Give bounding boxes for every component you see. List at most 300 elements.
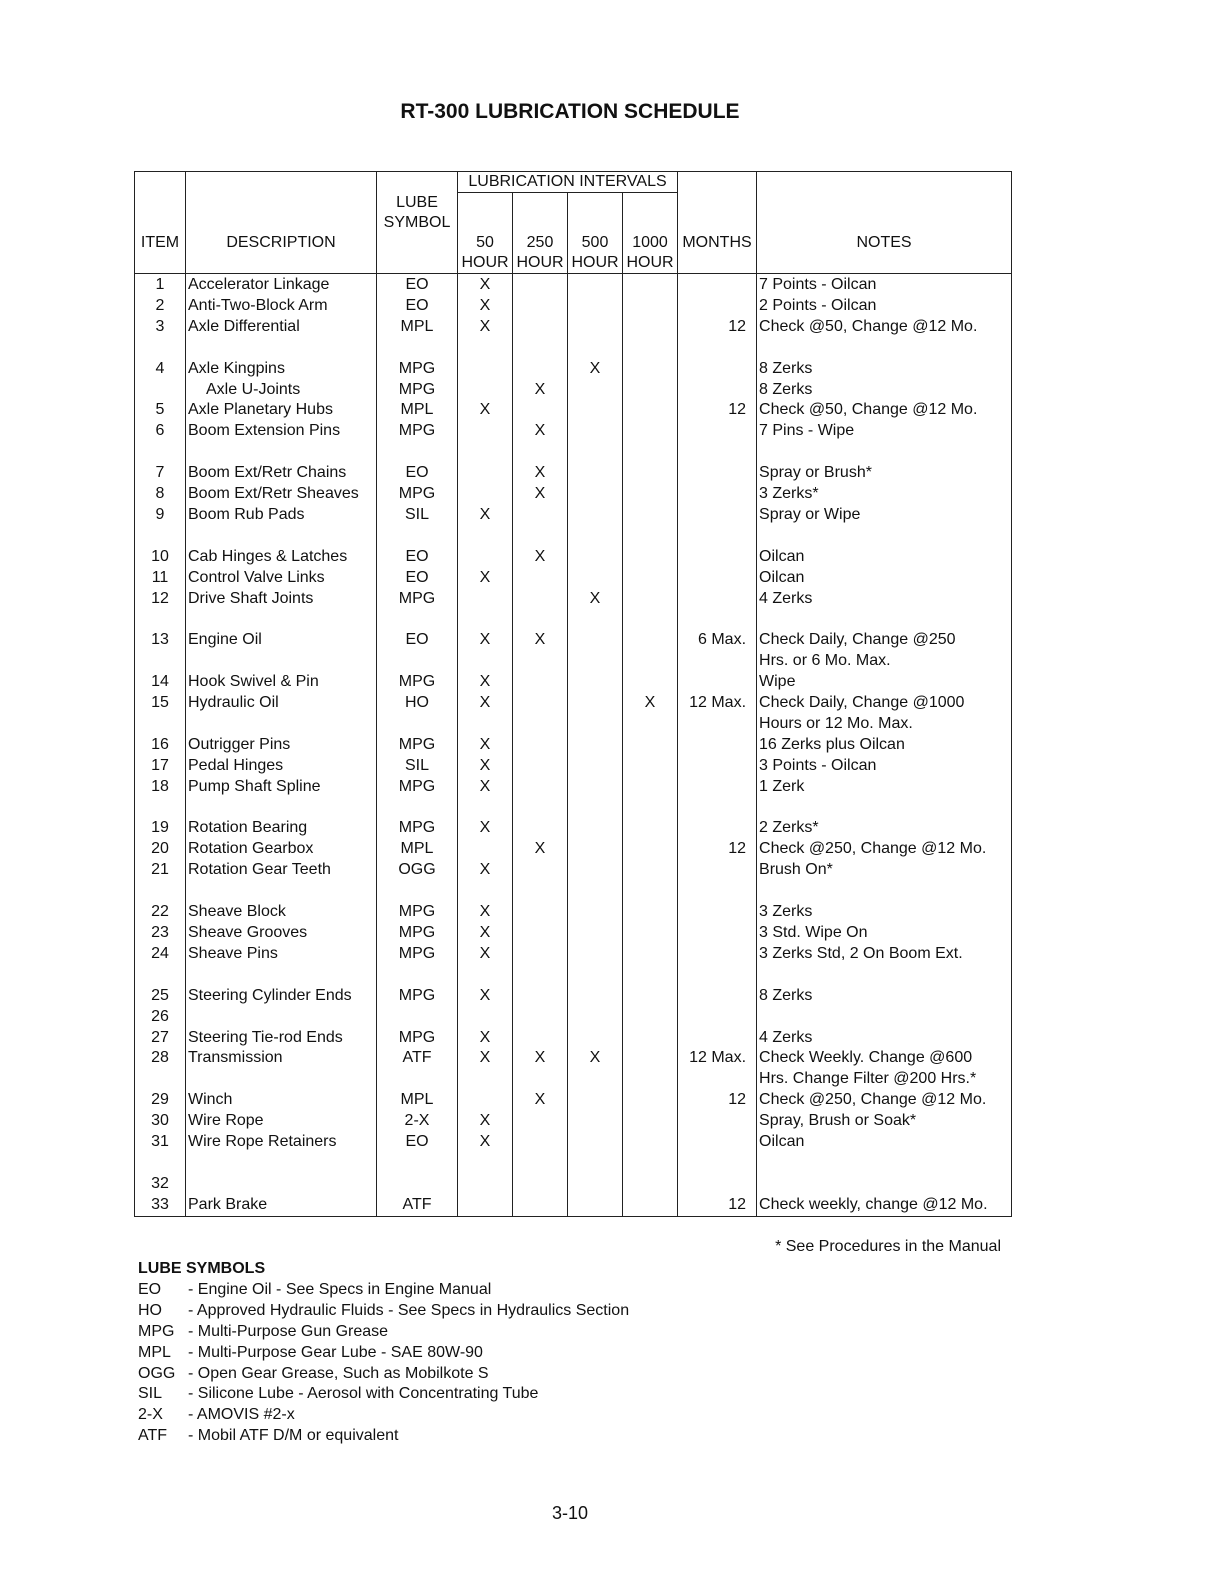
table-row <box>135 714 1012 735</box>
row-1000-hour-mark <box>623 1048 678 1069</box>
row-item-number: 4 <box>135 359 186 380</box>
row-250-hour-mark <box>513 860 568 881</box>
row-item-number <box>135 1153 186 1174</box>
row-50-hour-mark: X <box>458 818 513 839</box>
row-months <box>678 442 757 463</box>
table-row <box>135 818 1012 839</box>
row-item-number <box>135 651 186 672</box>
row-1000-hour-mark <box>623 902 678 923</box>
row-description: Boom Ext/Retr Sheaves <box>186 484 377 505</box>
row-months <box>678 421 757 442</box>
row-1000-hour-mark <box>623 986 678 1007</box>
legend-item <box>138 1343 629 1364</box>
row-50-hour-mark <box>458 798 513 819</box>
row-months <box>678 463 757 484</box>
row-description: Sheave Block <box>186 902 377 923</box>
row-500-hour-mark <box>568 1090 623 1111</box>
row-notes: Check @50, Change @12 Mo. <box>757 317 1012 338</box>
table-row <box>135 672 1012 693</box>
row-months <box>678 1174 757 1195</box>
row-500-hour-mark <box>568 338 623 359</box>
table-row <box>135 359 1012 380</box>
row-notes: Spray or Wipe <box>757 505 1012 526</box>
row-description: Axle Planetary Hubs <box>186 400 377 421</box>
row-item-number: 33 <box>135 1195 186 1216</box>
table-row <box>135 630 1012 651</box>
row-notes: Spray, Brush or Soak* <box>757 1111 1012 1132</box>
row-1000-hour-mark <box>623 1132 678 1153</box>
row-notes: 3 Zerks Std, 2 On Boom Ext. <box>757 944 1012 965</box>
row-50-hour-mark: X <box>458 693 513 714</box>
row-notes: 4 Zerks <box>757 589 1012 610</box>
table-row <box>135 1195 1012 1216</box>
row-item-number <box>135 442 186 463</box>
row-description: Transmission <box>186 1048 377 1069</box>
row-lube-symbol <box>377 609 458 630</box>
row-description: Engine Oil <box>186 630 377 651</box>
legend-symbol: MPG <box>138 1322 175 1340</box>
row-250-hour-mark <box>513 609 568 630</box>
row-500-hour-mark <box>568 296 623 317</box>
row-item-number <box>135 714 186 735</box>
row-description: Wire Rope <box>186 1111 377 1132</box>
row-lube-symbol <box>377 442 458 463</box>
row-description: Sheave Pins <box>186 944 377 965</box>
row-months: 12 Max. <box>678 1048 757 1069</box>
row-500-hour-mark <box>568 484 623 505</box>
row-item-number: 32 <box>135 1174 186 1195</box>
row-250-hour-mark <box>513 777 568 798</box>
row-description: Accelerator Linkage <box>186 274 377 296</box>
legend-item <box>138 1384 629 1405</box>
row-notes <box>757 798 1012 819</box>
row-notes: Check @50, Change @12 Mo. <box>757 400 1012 421</box>
row-1000-hour-mark <box>623 338 678 359</box>
row-lube-symbol <box>377 881 458 902</box>
table-row <box>135 693 1012 714</box>
row-250-hour-mark: X <box>513 1048 568 1069</box>
table-row <box>135 881 1012 902</box>
row-1000-hour-mark: X <box>623 693 678 714</box>
row-250-hour-mark: X <box>513 463 568 484</box>
row-item-number: 18 <box>135 777 186 798</box>
table-row <box>135 839 1012 860</box>
row-description: Boom Rub Pads <box>186 505 377 526</box>
row-months <box>678 296 757 317</box>
row-500-hour-mark <box>568 860 623 881</box>
row-50-hour-mark <box>458 1090 513 1111</box>
row-1000-hour-mark <box>623 568 678 589</box>
legend-item <box>138 1405 629 1426</box>
row-notes: Spray or Brush* <box>757 463 1012 484</box>
row-item-number <box>135 609 186 630</box>
row-lube-symbol: EO <box>377 296 458 317</box>
table-row <box>135 296 1012 317</box>
legend-item <box>138 1426 629 1447</box>
row-months: 12 <box>678 1090 757 1111</box>
row-1000-hour-mark <box>623 777 678 798</box>
row-50-hour-mark <box>458 714 513 735</box>
row-description: Steering Cylinder Ends <box>186 986 377 1007</box>
row-50-hour-mark: X <box>458 986 513 1007</box>
row-250-hour-mark <box>513 1007 568 1028</box>
row-1000-hour-mark <box>623 317 678 338</box>
row-description: Hydraulic Oil <box>186 693 377 714</box>
row-500-hour-mark <box>568 986 623 1007</box>
row-lube-symbol: HO <box>377 693 458 714</box>
row-250-hour-mark <box>513 359 568 380</box>
row-lube-symbol: EO <box>377 568 458 589</box>
row-500-hour-mark <box>568 672 623 693</box>
row-50-hour-mark: X <box>458 274 513 296</box>
row-250-hour-mark <box>513 923 568 944</box>
row-notes <box>757 1153 1012 1174</box>
row-description: Rotation Gearbox <box>186 839 377 860</box>
legend-description: - Multi-Purpose Gear Lube - SAE 80W-90 <box>188 1343 483 1361</box>
row-months <box>678 986 757 1007</box>
row-notes: 2 Zerks* <box>757 818 1012 839</box>
table-row <box>135 1111 1012 1132</box>
table-row <box>135 400 1012 421</box>
row-description <box>186 714 377 735</box>
row-notes: Check weekly, change @12 Mo. <box>757 1195 1012 1216</box>
row-notes <box>757 338 1012 359</box>
table-row <box>135 380 1012 401</box>
row-500-hour-mark: X <box>568 1048 623 1069</box>
row-months: 12 <box>678 1195 757 1216</box>
legend-item <box>138 1280 629 1301</box>
row-notes: Hrs. or 6 Mo. Max. <box>757 651 1012 672</box>
row-description: Rotation Gear Teeth <box>186 860 377 881</box>
row-1000-hour-mark <box>623 965 678 986</box>
row-months <box>678 923 757 944</box>
hour-number: 500 <box>581 234 609 251</box>
row-notes: Check @250, Change @12 Mo. <box>757 1090 1012 1111</box>
row-1000-hour-mark <box>623 818 678 839</box>
row-item-number: 22 <box>135 902 186 923</box>
row-500-hour-mark <box>568 965 623 986</box>
row-500-hour-mark <box>568 1069 623 1090</box>
row-1000-hour-mark <box>623 1174 678 1195</box>
row-item-number: 12 <box>135 589 186 610</box>
row-description: Cab Hinges & Latches <box>186 547 377 568</box>
row-250-hour-mark <box>513 881 568 902</box>
table-row <box>135 735 1012 756</box>
row-description: Axle Kingpins <box>186 359 377 380</box>
row-500-hour-mark <box>568 1028 623 1049</box>
row-1000-hour-mark <box>623 1090 678 1111</box>
row-item-number: 10 <box>135 547 186 568</box>
row-months: 12 Max. <box>678 693 757 714</box>
row-1000-hour-mark <box>623 839 678 860</box>
table-row <box>135 944 1012 965</box>
row-months <box>678 965 757 986</box>
row-lube-symbol: EO <box>377 1132 458 1153</box>
row-50-hour-mark: X <box>458 944 513 965</box>
row-item-number: 14 <box>135 672 186 693</box>
row-250-hour-mark <box>513 1111 568 1132</box>
row-1000-hour-mark <box>623 442 678 463</box>
row-500-hour-mark <box>568 317 623 338</box>
row-months: 12 <box>678 400 757 421</box>
row-250-hour-mark <box>513 505 568 526</box>
row-1000-hour-mark <box>623 484 678 505</box>
row-250-hour-mark <box>513 589 568 610</box>
lube-symbol-line2: SYMBOL <box>383 213 451 231</box>
table-row <box>135 442 1012 463</box>
row-notes: Brush On* <box>757 860 1012 881</box>
row-1000-hour-mark <box>623 547 678 568</box>
row-1000-hour-mark <box>623 589 678 610</box>
row-description <box>186 1153 377 1174</box>
row-1000-hour-mark <box>623 463 678 484</box>
col-500-hour-header <box>568 193 623 274</box>
col-item-header: ITEM <box>135 172 186 274</box>
row-item-number: 21 <box>135 860 186 881</box>
row-description: Winch <box>186 1090 377 1111</box>
row-months <box>678 1132 757 1153</box>
row-months <box>678 1153 757 1174</box>
row-50-hour-mark: X <box>458 923 513 944</box>
lube-symbol-line1: LUBE <box>396 193 438 211</box>
row-lube-symbol <box>377 965 458 986</box>
hour-number: 1000 <box>632 234 668 251</box>
row-1000-hour-mark <box>623 1028 678 1049</box>
row-lube-symbol: MPG <box>377 986 458 1007</box>
row-50-hour-mark <box>458 651 513 672</box>
table-row <box>135 1174 1012 1195</box>
row-250-hour-mark <box>513 442 568 463</box>
table-header <box>135 172 1012 274</box>
row-months <box>678 651 757 672</box>
intervals-group-header: LUBRICATION INTERVALS <box>458 172 678 193</box>
row-notes <box>757 526 1012 547</box>
row-lube-symbol: EO <box>377 463 458 484</box>
row-months <box>678 798 757 819</box>
legend-items <box>138 1280 629 1447</box>
row-months <box>678 756 757 777</box>
row-50-hour-mark: X <box>458 672 513 693</box>
row-50-hour-mark: X <box>458 1028 513 1049</box>
row-description <box>186 526 377 547</box>
row-50-hour-mark <box>458 881 513 902</box>
table-row <box>135 463 1012 484</box>
row-notes: 8 Zerks <box>757 359 1012 380</box>
row-lube-symbol: MPG <box>377 777 458 798</box>
row-500-hour-mark <box>568 944 623 965</box>
row-50-hour-mark <box>458 1195 513 1216</box>
row-500-hour-mark <box>568 818 623 839</box>
row-lube-symbol: MPL <box>377 839 458 860</box>
legend-description: - Open Gear Grease, Such as Mobilkote S <box>188 1364 489 1382</box>
row-lube-symbol: MPG <box>377 672 458 693</box>
row-250-hour-mark: X <box>513 547 568 568</box>
row-notes: Hrs. Change Filter @200 Hrs.* <box>757 1069 1012 1090</box>
row-lube-symbol: MPG <box>377 1028 458 1049</box>
table-row <box>135 568 1012 589</box>
row-description: Park Brake <box>186 1195 377 1216</box>
table-row <box>135 1069 1012 1090</box>
row-250-hour-mark: X <box>513 1090 568 1111</box>
row-250-hour-mark <box>513 1069 568 1090</box>
row-notes: 2 Points - Oilcan <box>757 296 1012 317</box>
row-notes: Check Daily, Change @250 <box>757 630 1012 651</box>
row-item-number: 17 <box>135 756 186 777</box>
row-50-hour-mark <box>458 589 513 610</box>
row-lube-symbol: MPG <box>377 589 458 610</box>
row-50-hour-mark: X <box>458 860 513 881</box>
row-notes: 3 Points - Oilcan <box>757 756 1012 777</box>
row-1000-hour-mark <box>623 505 678 526</box>
row-item-number: 15 <box>135 693 186 714</box>
row-notes: 8 Zerks <box>757 986 1012 1007</box>
row-lube-symbol: EO <box>377 274 458 296</box>
row-description: Control Valve Links <box>186 568 377 589</box>
row-description: Axle Differential <box>186 317 377 338</box>
row-1000-hour-mark <box>623 881 678 902</box>
row-item-number: 1 <box>135 274 186 296</box>
row-item-number: 28 <box>135 1048 186 1069</box>
row-1000-hour-mark <box>623 651 678 672</box>
hour-unit: HOUR <box>626 254 674 271</box>
row-250-hour-mark <box>513 714 568 735</box>
row-months <box>678 359 757 380</box>
row-item-number: 16 <box>135 735 186 756</box>
row-250-hour-mark <box>513 317 568 338</box>
row-description <box>186 651 377 672</box>
row-250-hour-mark <box>513 672 568 693</box>
row-lube-symbol <box>377 1153 458 1174</box>
row-500-hour-mark <box>568 274 623 296</box>
row-months <box>678 609 757 630</box>
row-lube-symbol <box>377 1007 458 1028</box>
row-1000-hour-mark <box>623 735 678 756</box>
row-lube-symbol: MPG <box>377 902 458 923</box>
row-item-number: 6 <box>135 421 186 442</box>
row-50-hour-mark <box>458 965 513 986</box>
row-description <box>186 881 377 902</box>
row-1000-hour-mark <box>623 1007 678 1028</box>
row-1000-hour-mark <box>623 526 678 547</box>
row-notes <box>757 609 1012 630</box>
row-notes: 16 Zerks plus Oilcan <box>757 735 1012 756</box>
row-500-hour-mark <box>568 1132 623 1153</box>
row-250-hour-mark <box>513 902 568 923</box>
table-row <box>135 777 1012 798</box>
row-item-number: 26 <box>135 1007 186 1028</box>
row-months <box>678 1069 757 1090</box>
row-1000-hour-mark <box>623 798 678 819</box>
row-description: Wire Rope Retainers <box>186 1132 377 1153</box>
row-item-number <box>135 380 186 401</box>
row-500-hour-mark <box>568 568 623 589</box>
row-500-hour-mark <box>568 1195 623 1216</box>
row-1000-hour-mark <box>623 421 678 442</box>
row-description: Drive Shaft Joints <box>186 589 377 610</box>
row-item-number: 3 <box>135 317 186 338</box>
row-months: 6 Max. <box>678 630 757 651</box>
row-500-hour-mark <box>568 651 623 672</box>
row-months <box>678 902 757 923</box>
row-months <box>678 547 757 568</box>
row-500-hour-mark <box>568 609 623 630</box>
hour-number: 250 <box>526 234 554 251</box>
row-lube-symbol: SIL <box>377 505 458 526</box>
row-lube-symbol <box>377 651 458 672</box>
row-1000-hour-mark <box>623 756 678 777</box>
row-1000-hour-mark <box>623 609 678 630</box>
legend-symbol: SIL <box>138 1385 163 1403</box>
row-50-hour-mark <box>458 1153 513 1174</box>
row-months: 12 <box>678 317 757 338</box>
row-item-number: 7 <box>135 463 186 484</box>
row-item-number: 20 <box>135 839 186 860</box>
row-250-hour-mark <box>513 798 568 819</box>
row-lube-symbol: MPG <box>377 421 458 442</box>
row-50-hour-mark: X <box>458 1048 513 1069</box>
row-notes: Hours or 12 Mo. Max. <box>757 714 1012 735</box>
row-50-hour-mark <box>458 839 513 860</box>
row-250-hour-mark <box>513 400 568 421</box>
row-500-hour-mark <box>568 1174 623 1195</box>
row-months <box>678 274 757 296</box>
row-item-number: 31 <box>135 1132 186 1153</box>
row-250-hour-mark <box>513 756 568 777</box>
row-250-hour-mark <box>513 693 568 714</box>
row-500-hour-mark <box>568 1007 623 1028</box>
row-1000-hour-mark <box>623 274 678 296</box>
row-months <box>678 860 757 881</box>
row-item-number <box>135 881 186 902</box>
row-notes: Oilcan <box>757 547 1012 568</box>
row-notes: Check Weekly. Change @600 <box>757 1048 1012 1069</box>
row-months <box>678 881 757 902</box>
row-notes: Oilcan <box>757 568 1012 589</box>
row-lube-symbol: SIL <box>377 756 458 777</box>
row-50-hour-mark <box>458 609 513 630</box>
row-months <box>678 1028 757 1049</box>
row-lube-symbol: MPG <box>377 735 458 756</box>
row-lube-symbol: MPG <box>377 359 458 380</box>
row-months <box>678 526 757 547</box>
row-lube-symbol: 2-X <box>377 1111 458 1132</box>
row-notes: Check @250, Change @12 Mo. <box>757 839 1012 860</box>
row-1000-hour-mark <box>623 1195 678 1216</box>
legend-symbol: EO <box>138 1280 162 1298</box>
row-50-hour-mark <box>458 421 513 442</box>
legend-description: - AMOVIS #2-x <box>188 1406 295 1424</box>
row-months <box>678 777 757 798</box>
row-item-number <box>135 965 186 986</box>
row-50-hour-mark <box>458 338 513 359</box>
row-description: Boom Ext/Retr Chains <box>186 463 377 484</box>
table-row <box>135 1090 1012 1111</box>
legend-description: - Silicone Lube - Aerosol with Concentrating Tube <box>188 1385 539 1403</box>
hour-unit: HOUR <box>516 254 564 271</box>
table-row <box>135 505 1012 526</box>
row-250-hour-mark <box>513 735 568 756</box>
table-row <box>135 274 1012 296</box>
table-row <box>135 798 1012 819</box>
col-notes-header: NOTES <box>757 172 1012 274</box>
row-months: 12 <box>678 839 757 860</box>
row-50-hour-mark <box>458 1174 513 1195</box>
row-description: Axle U-Joints <box>186 380 377 401</box>
row-item-number: 2 <box>135 296 186 317</box>
row-50-hour-mark <box>458 526 513 547</box>
row-50-hour-mark <box>458 380 513 401</box>
row-description: Rotation Bearing <box>186 818 377 839</box>
